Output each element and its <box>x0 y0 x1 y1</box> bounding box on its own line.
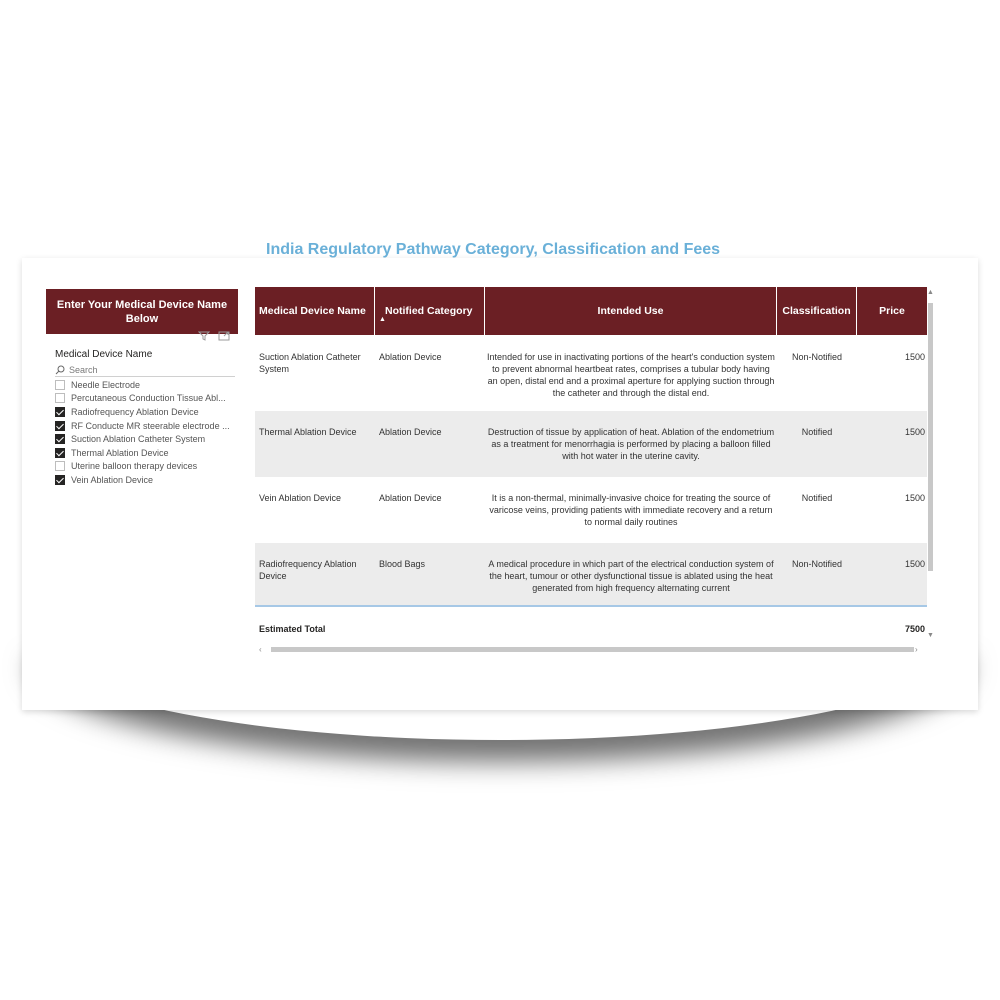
slicer-item-label: Thermal Ablation Device <box>71 447 169 458</box>
slicer-item[interactable] <box>55 432 235 446</box>
slicer-item[interactable] <box>55 473 235 487</box>
cell-classification: Notified <box>801 427 833 437</box>
cell-intended-use: Destruction of tissue by application of heat. Ablation of the endometrium as a treatment for menorrhagia is performed by placing a balloon filled with hot water in the uterine cavity. <box>487 427 775 461</box>
slicer-item[interactable] <box>55 392 235 406</box>
cell-price: 1500 <box>904 559 925 569</box>
vertical-scrollbar[interactable] <box>927 289 934 644</box>
slicer-item-label: Radiofrequency Ablation Device <box>71 406 199 417</box>
cell-notified-category: Blood Bags <box>379 559 426 569</box>
slicer-item[interactable] <box>55 419 235 433</box>
slicer-item-label: Uterine balloon therapy devices <box>71 461 198 472</box>
checkbox-unchecked[interactable] <box>55 380 65 390</box>
checkbox-checked[interactable] <box>55 421 65 431</box>
sort-ascending-icon: ▲ <box>379 316 386 323</box>
focus-mode-icon[interactable] <box>218 331 230 341</box>
cell-device-name: Radiofrequency Ablation Device <box>259 559 357 581</box>
table-header <box>255 287 927 335</box>
checkbox-checked[interactable] <box>55 448 65 458</box>
table-row[interactable] <box>255 336 927 411</box>
checkbox-checked[interactable] <box>55 475 65 485</box>
column-header-classification[interactable]: Classification <box>777 287 857 335</box>
column-header-device-name[interactable]: Medical Device Name <box>255 287 375 335</box>
data-table <box>255 287 927 653</box>
scroll-left-icon[interactable]: ‹ <box>259 645 262 654</box>
scroll-up-icon[interactable]: ▲ <box>927 289 934 296</box>
cell-notified-category: Ablation Device <box>379 427 442 437</box>
cell-device-name: Vein Ablation Device <box>259 493 342 503</box>
checkbox-unchecked[interactable] <box>55 393 65 403</box>
cell-price: 1500 <box>904 352 925 362</box>
table-row[interactable] <box>255 477 927 543</box>
search-icon <box>55 365 65 375</box>
cell-price: 1500 <box>904 427 925 437</box>
scroll-down-icon[interactable]: ▼ <box>927 632 934 639</box>
column-header-notified-category[interactable]: Notified Category <box>375 287 485 335</box>
vertical-scroll-thumb[interactable] <box>928 303 933 571</box>
cell-device-name: Thermal Ablation Device <box>259 427 357 437</box>
cell-intended-use: It is a non-thermal, minimally-invasive choice for treating the source of varicose veins, providing patients with immediate recovery and a return to normal daily routines <box>489 493 773 527</box>
table-row[interactable] <box>255 411 927 477</box>
checkbox-checked[interactable] <box>55 434 65 444</box>
cell-classification: Notified <box>801 493 833 503</box>
column-header-intended-use[interactable]: Intended Use <box>485 287 777 335</box>
cell-classification: Non-Notified <box>791 559 843 569</box>
cell-intended-use: A medical procedure in which part of the electrical conduction system of the heart, tumour or other dysfunctional tissue is ablated using the heat generated from high frequency alternating current <box>488 559 774 593</box>
slicer-search[interactable] <box>55 363 235 377</box>
slicer-item-label: Percutaneous Conduction Tissue Abl... <box>71 393 226 404</box>
slicer-toolbar <box>198 331 230 341</box>
total-label: Estimated Total <box>259 624 326 634</box>
slicer-item-label: Vein Ablation Device <box>71 474 154 485</box>
checkbox-checked[interactable] <box>55 407 65 417</box>
slicer-field-label: Medical Device Name <box>55 349 153 360</box>
slicer-item-label: Needle Electrode <box>71 379 141 390</box>
slicer-item-label: RF Conducte MR steerable electrode ... <box>71 420 230 431</box>
cell-notified-category: Ablation Device <box>379 493 442 503</box>
cell-device-name: Suction Ablation Catheter System <box>259 352 361 374</box>
total-divider <box>255 605 927 607</box>
cell-classification: Non-Notified <box>791 352 843 362</box>
slicer-item[interactable] <box>55 460 235 474</box>
cell-price: 1500 <box>904 493 925 503</box>
column-header-price[interactable]: Price <box>879 305 905 317</box>
scroll-right-icon[interactable]: › <box>915 645 918 654</box>
slicer-list <box>55 378 235 487</box>
slicer-item[interactable] <box>55 446 235 460</box>
cell-intended-use: Intended for use in inactivating portions of the heart's conduction system to prevent abnormal heartbeat rates, comprises a tubular body having an open, distal end and a proximal aperture for applying suction through the catheter and through the distal end. <box>487 352 775 398</box>
slicer-item-label: Suction Ablation Catheter System <box>71 434 206 445</box>
horizontal-scroll-thumb[interactable] <box>271 647 914 652</box>
search-input[interactable]: Search <box>69 364 98 375</box>
filter-icon[interactable] <box>198 331 210 341</box>
horizontal-scrollbar[interactable] <box>255 645 927 653</box>
slicer-header: Enter Your Medical Device Name Below <box>46 289 238 334</box>
slicer-item[interactable] <box>55 405 235 419</box>
page-title: India Regulatory Pathway Category, Classification and Fees <box>266 241 721 258</box>
checkbox-unchecked[interactable] <box>55 461 65 471</box>
cell-notified-category: Ablation Device <box>379 352 442 362</box>
slicer-item[interactable] <box>55 378 235 392</box>
total-value: 7500 <box>904 624 925 634</box>
table-row[interactable] <box>255 543 927 605</box>
